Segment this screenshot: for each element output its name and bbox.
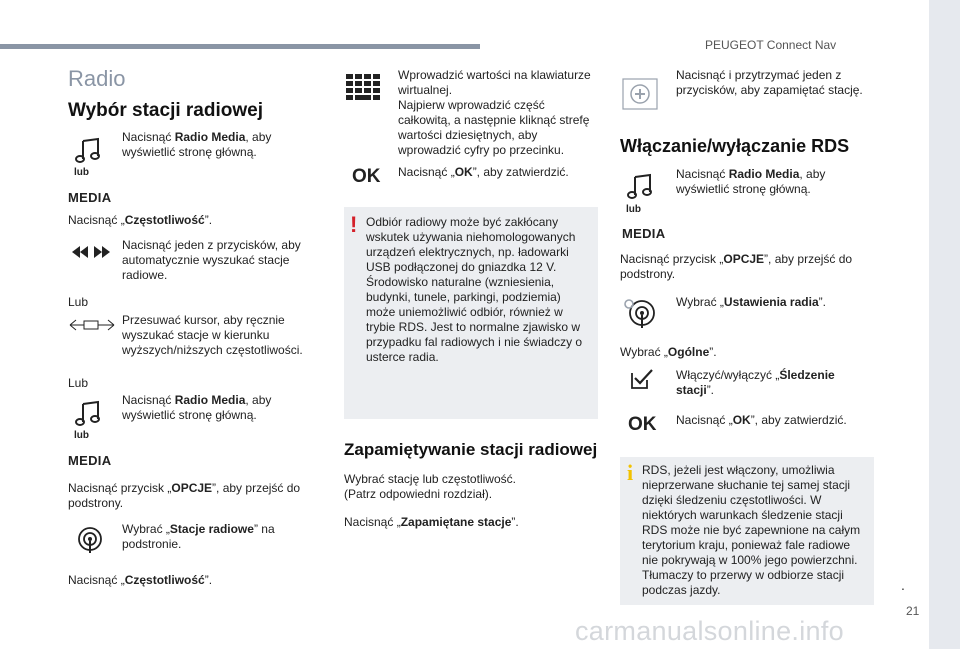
step-radio-stations: Wybrać „Stacje radiowe” na podstronie. xyxy=(122,522,275,551)
ok-icon: OK xyxy=(628,414,657,435)
keyboard-text: Wprowadzić wartości na klawiaturze wirtualnej. Najpierw wprowadzić część całkowitą, a następnie kliknąć strefę wartości dziesiętnych, aby wprowadzić cyfry po przecinku. xyxy=(398,68,591,157)
seek-arrows-icon xyxy=(70,244,112,260)
ok-icon: OK xyxy=(352,166,381,187)
frequency-slider-icon xyxy=(68,318,116,332)
step-rds-options: Nacisnąć przycisk „OPCJE”, aby przejść do podstrony. xyxy=(620,252,853,281)
step-frequency-2: Nacisnąć „Częstotliwość”. xyxy=(68,573,213,587)
header-brand: PEUGEOT Connect Nav xyxy=(705,38,837,52)
radio-settings-icon xyxy=(622,296,658,330)
heading-rds: Włączanie/wyłączanie RDS xyxy=(620,136,850,156)
warning-icon: ! xyxy=(350,212,358,237)
step-general: Wybrać „Ogólne”. xyxy=(620,345,717,359)
or-label-2: Lub xyxy=(68,376,89,390)
media-label: MEDIA xyxy=(68,190,112,205)
header-rule xyxy=(0,44,480,49)
step-radio-settings: Wybrać „Ustawienia radia”. xyxy=(676,295,826,309)
step-options: Nacisnąć przycisk „OPCJE”, aby przejść do podstrony. xyxy=(68,481,301,510)
page-edge-strip xyxy=(929,0,960,649)
slider-text: Przesuwać kursor, aby ręcznie wyszukać stacje w kierunku wyższych/niższych częstotliwości. xyxy=(122,313,303,357)
info-icon: i xyxy=(627,460,634,485)
music-note-icon xyxy=(74,399,102,427)
select-station-text: Wybrać stację lub częstotliwość. (Patrz odpowiedni rozdział). xyxy=(344,472,516,501)
lub-label: lub xyxy=(626,204,641,215)
step-ok: Nacisnąć „OK”, aby zatwierdzić. xyxy=(398,165,569,179)
info-text: RDS, jeżeli jest włączony, umożliwia nieprzerwane słuchanie tej samej stacji dzięki śledzeniu częstotliwości. W niektórych warunkach śledzenie stacji RDS może nie być zapewnione na całym terytorium kraju, ponieważ fale radiowe nie pokrywają w 100% jego powierzchni. Tłumaczy to przerwy w odbiorze stacji podczas jazdy. xyxy=(642,463,861,597)
add-preset-icon xyxy=(622,78,658,110)
lub-label: lub xyxy=(74,167,89,178)
music-note-icon xyxy=(626,172,654,200)
or-label-1: Lub xyxy=(68,295,89,309)
heading-select-station: Wybór stacji radiowej xyxy=(68,100,263,121)
step-station-tracking: Włączyć/wyłączyć „Śledzenie stacji”. xyxy=(676,368,835,397)
checkbox-icon xyxy=(630,368,654,390)
radio-antenna-icon xyxy=(76,526,104,554)
step-rds-ok: Nacisnąć „OK”, aby zatwierdzić. xyxy=(676,413,847,427)
step-radio-media: Nacisnąć Radio Media, aby wyświetlić stronę główną. xyxy=(122,130,272,159)
music-note-icon xyxy=(74,136,102,164)
seek-text: Nacisnąć jeden z przycisków, aby automatycznie wyszukać stacje radiowe. xyxy=(122,238,301,282)
watermark: carmanualsonline.info xyxy=(575,616,844,646)
page-number: 21 xyxy=(906,604,920,618)
media-label: MEDIA xyxy=(68,453,112,468)
step-radio-media-2: Nacisnąć Radio Media, aby wyświetlić stronę główną. xyxy=(122,393,272,422)
warning-text: Odbiór radiowy może być zakłócany wskutek używania niehomologowanych urządzeń elektrycznych, np. ładowarki USB podłączonej do gniazdka 12 V. Środowisko naturalne (wzniesienia, budynki, tunele, parkingi, podziemia) może uniemożliwić odbiór, również w trybie RDS. Jest to normalne zjawisko w przypadku fal radiowych i nie świadczy o usterce radia. xyxy=(366,215,583,364)
hold-text: Nacisnąć i przytrzymać jeden z przycisków, aby zapamiętać stację. xyxy=(676,68,863,97)
section-title: Radio xyxy=(68,66,126,91)
page-marker: . xyxy=(901,577,905,593)
keyboard-icon xyxy=(346,74,382,102)
step-frequency: Nacisnąć „Częstotliwość”. xyxy=(68,213,213,227)
step-rds-radio-media: Nacisnąć Radio Media, aby wyświetlić stronę główną. xyxy=(676,167,826,196)
step-memorized: Nacisnąć „Zapamiętane stacje”. xyxy=(344,515,519,529)
heading-memorize: Zapamiętywanie stacji radiowej xyxy=(344,440,598,459)
lub-label: lub xyxy=(74,430,89,441)
media-label: MEDIA xyxy=(622,226,666,241)
